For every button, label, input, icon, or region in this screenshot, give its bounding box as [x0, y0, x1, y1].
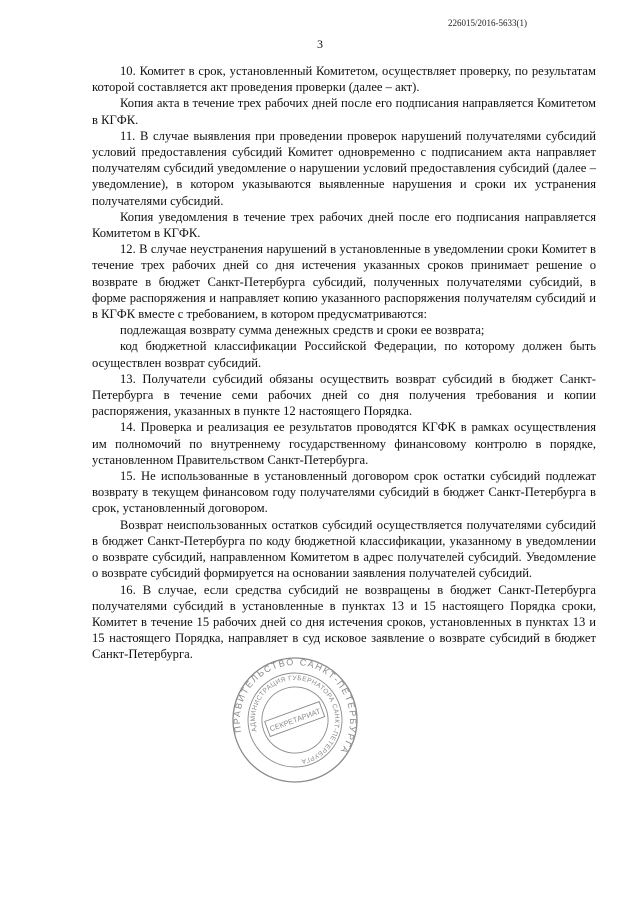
- paragraph-10-copy: Копия акта в течение трех рабочих дней после его подписания направляется Комитетом в КГФК.: [92, 96, 596, 127]
- stamp-inner-text: АДМИНИСТРАЦИЯ ГУБЕРНАТОРА САНКТ-ПЕТЕРБУРГА: [249, 674, 341, 765]
- paragraph-13: 13. Получатели субсидий обязаны осуществить возврат субсидий в бюджет Санкт-Петербурга в течение семи рабочих дней со дня получения требования и копии распоряжения, указанных в пункте 12 настоящего Порядка.: [92, 371, 596, 419]
- document-id: 226015/2016-5633(1): [448, 18, 527, 28]
- secretariat-stamp: [230, 655, 360, 785]
- paragraph-12: 12. В случае неустранения нарушений в установленные в уведомлении сроки Комитет в течение трех рабочих дней со дня истечения указанных сроков принимает решение о возврате в бюджет Санкт-Петербурга субсидий, полученных получателями субсидий, в форме распоряжения и направляет копию указанного распоряжения получателям субсидий и в КГФК вместе с требованием, в котором предусматриваются:: [92, 242, 596, 322]
- page-number: 3: [317, 37, 323, 51]
- paragraph-12-item-2: код бюджетной классификации Российской Федерации, по которому должен быть осуществлен возврат субсидий.: [92, 339, 596, 370]
- document-body: [92, 63, 596, 663]
- stamp-outer-text: ПРАВИТЕЛЬСТВО САНКТ-ПЕТЕРБУРГА: [231, 656, 359, 757]
- paragraph-15-return: Возврат неиспользованных остатков субсидий осуществляется получателями субсидий в бюджет Санкт-Петербурга по коду бюджетной классификации, указанному в уведомлении о возврате субсидий, направленном Комитетом в адрес получателей субсидий. Уведомление о возврате субсидий формируется на основании заявления получателей субсидий.: [92, 517, 596, 581]
- paragraph-11: 11. В случае выявления при проведении проверок нарушений получателями субсидий условий предоставления субсидий Комитет одновременно с подписанием акта направляет получателям субсидий уведомление о нарушении условий предоставления субсидий (далее – уведомление), в котором указываются выявленные нарушения и сроки их устранения получателями субсидий.: [92, 128, 596, 208]
- stamp-center-text: СЕКРЕТАРИАТ: [268, 706, 322, 734]
- paragraph-15: 15. Не использованные в установленный договором срок остатки субсидий подлежат возврату в текущем финансовом году получателями субсидий в бюджет Санкт-Петербурга в срок, установленный договором.: [92, 469, 596, 516]
- paragraph-10: 10. Комитет в срок, установленный Комитетом, осуществляет проверку, по результатам которой составляется акт проведения проверки (далее – акт).: [92, 64, 596, 95]
- paragraph-16: 16. В случае, если средства субсидий не возвращены в бюджет Санкт-Петербурга получателями субсидий в установленные в пунктах 13 и 15 настоящего Порядка сроки, Комитет в течение 15 рабочих дней со дня истечения сроков, установленных в пунктах 13 и 15 настоящего Порядка, направляет в суд исковое заявление о возврате субсидий в бюджет Санкт-Петербурга.: [92, 582, 596, 662]
- paragraph-14: 14. Проверка и реализация ее результатов проводятся КГФК в рамках осуществления им полномочий по внутреннему государственному финансовому контролю в порядке, установленном Правительством Санкт-Петербурга.: [92, 420, 596, 467]
- paragraph-12-item-1: подлежащая возврату сумма денежных средств и сроки ее возврата;: [120, 323, 485, 338]
- paragraph-11-copy: Копия уведомления в течение трех рабочих дней после его подписания направляется Комитетом в КГФК.: [92, 209, 596, 241]
